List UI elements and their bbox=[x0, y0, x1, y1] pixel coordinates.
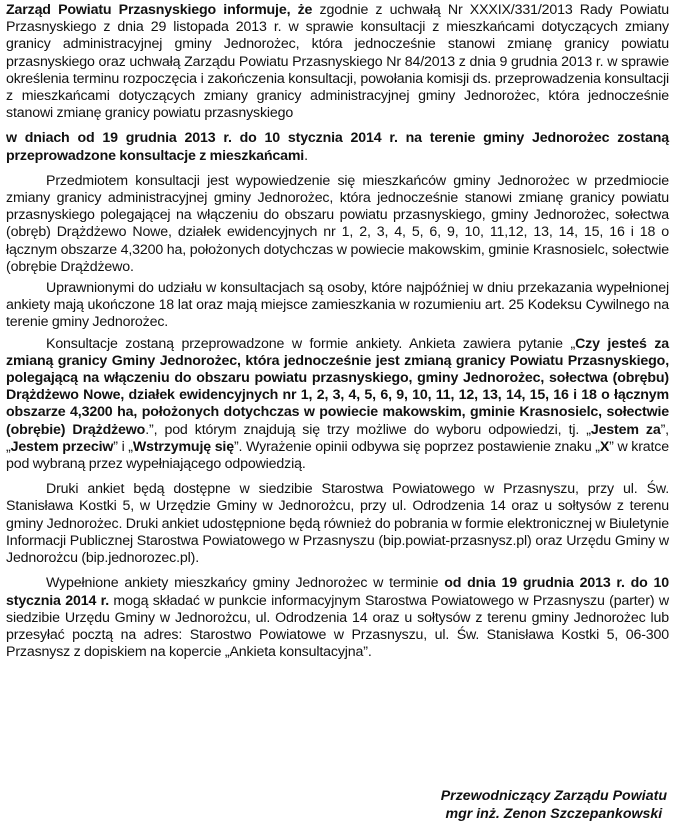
intro-text: zgodnie z uchwałą Nr XXXIX/331/2013 Rady Powiatu Przasnyskiego z dnia 29 listopada 2013 r. w sprawie konsultacji z mieszkańcami dotyczących zmiany granicy administracyjnej gminy Jednorożec, która jednocześnie stanowi zmianę granicy powiatu przasnyskiego oraz uchwałą Zarządu Powiatu Przasnyskiego Nr 84/2013 z dnia 9 grudnia 2013 r. w sprawie określenia terminu rozpoczęcia i zakończenia konsultacji, powołania komisji ds. przeprowadzenia konsultacji z mieszkańcami dotyczących zmiany granicy administracyjnej gminy Jednorożec, która jednocześnie stanowi zmianę granicy powiatu przasnyskiego bbox=[6, 2, 669, 122]
form-text-4: ” i „ bbox=[113, 438, 133, 455]
subject-paragraph: Przedmiotem konsultacji jest wypowiedzenie się mieszkańców gminy Jednorożec w przedmiocie zmiany granicy administracyjnej gminy Jednorożec, która jednocześnie stanowi zmianę granicy powiatu przasnyskiego polegającej na włączeniu do obszaru powiatu przasnyskiego, gminy Jednorożec, sołectwa (obręb) Drążdżewo Nowe, działek ewidencyjnych nr 1, 2, 3, 4, 5, 6, 9, 10, 11,12, 13, 14, 15, 16 i 18 o łącznym obszarze 4,3200 ha, położonych dotychczas w powiecie makowskim, gminie Krasnosielc, sołectwie (obrębie Drążdżewo. bbox=[6, 172, 669, 275]
form-text-3: ”, „ bbox=[6, 421, 669, 455]
form-text-2: .”, pod którym znajdują się trzy możliwe do wyboru odpowiedzi, tj. „ bbox=[145, 421, 591, 438]
survey-form-paragraph bbox=[6, 336, 669, 474]
option-against: Jestem przeciw bbox=[10, 438, 114, 455]
form-text-1: Konsultacje zostaną przeprowadzone w formie ankiety. Ankieta zawiera pytanie „ bbox=[46, 335, 576, 352]
dates-end: . bbox=[304, 147, 308, 164]
signature-block bbox=[441, 787, 667, 823]
option-for: Jestem za bbox=[590, 421, 661, 438]
eligibility-paragraph: Uprawnionymi do udziału w konsultacjach są osoby, które najpóźniej w dniu przekazania wypełnionej ankiety mają ukończone 18 lat oraz mają miejsce zamieszkania w rozumieniu art. 25 Kodeksu Cywilnego na terenie gminy Jednorożec. bbox=[6, 280, 669, 331]
signature-role: Przewodniczący Zarządu Powiatu bbox=[440, 788, 667, 804]
submission-paragraph bbox=[6, 575, 669, 661]
submit-text-1: Wypełnione ankiety mieszkańcy gminy Jednorożec w terminie bbox=[46, 575, 445, 592]
submit-text-2: mogą składać w punkcie informacyjnym Starostwa Powiatowego w Przasnyszu (parter) w siedzibie Urzędu Gminy w Jednorożcu, ul. Odrodzenia 14 oraz u sołtysów z terenu gminy Jednorożec lub przesyłać pocztą na adres: Starostwo Powiatowe w Przasnyszu, ul. Św. Stanisława Kostki 5, 06-300 Przasnysz z dopiskiem na kopercie „Ankieta konsultacyjna”. bbox=[6, 592, 669, 661]
submission-period: od dnia 19 grudnia 2013 r. do 10 stycznia 2014 r. bbox=[6, 575, 670, 609]
printouts-paragraph: Druki ankiet będą dostępne w siedzibie Starostwa Powiatowego w Przasnyszu, przy ul. Św. Stanisława Kostki 5, w Urzędzie Gminy w Jednorożcu, przy ul. Odrodzenia 14 oraz u sołtysów z terenu gminy Jednorożec. Druki ankiet udostępnione będą również do pobrania w formie elektronicznej w Biuletynie Informacji Publicznej Starostwa Powiatowego w Przasnyszu (bip.powiat-przasnysz.pl) oraz Urzędu Gminy w Jednorożcu (bip.jednorozec.pl). bbox=[6, 481, 669, 567]
mark-symbol: X bbox=[599, 438, 610, 455]
dates-range: od 19 grudnia 2013 r. do 10 stycznia 2014 r. bbox=[77, 130, 398, 147]
form-text-6: ” w kratce pod wybraną przez wypełniającego odpowiedzią. bbox=[6, 438, 669, 473]
intro-paragraph bbox=[6, 2, 669, 122]
consultation-dates-paragraph bbox=[6, 130, 669, 164]
dates-suffix: na terenie gminy Jednorożec zostaną przeprowadzone konsultacje z mieszkańcami bbox=[6, 130, 669, 164]
form-text-5: ”. Wyrażenie opinii odbywa się poprzez postawienie znaku „ bbox=[233, 438, 600, 455]
signature-name: mgr inż. Zenon Szczepankowski bbox=[445, 806, 663, 822]
survey-question: Czy jesteś za zmianą granicy Gminy Jednorożec, która jednocześnie jest zmianą granicy Powiatu Przasnyskiego, polegającą na włączeniu do obszaru powiatu przasnyskiego, gminy Jednorożec, sołectwa (obrębu) Drążdżewo Nowe, działek ewidencyjnych nr 1, 2, 3, 4, 5, 6, 9, 10, 11, 12, 13, 14, 15, 16 i 18 o łącznym obszarze 4,3200 ha, położonych dotychczas w powiecie makowskim, gminie Krasnosielc, sołectwie (obrębie) Drążdżewo bbox=[6, 335, 669, 438]
dates-prefix: w dniach bbox=[6, 130, 78, 147]
option-abstain: Wstrzymuję się bbox=[132, 438, 234, 455]
intro-lead: Zarząd Powiatu Przasnyskiego informuje, że bbox=[6, 2, 313, 18]
